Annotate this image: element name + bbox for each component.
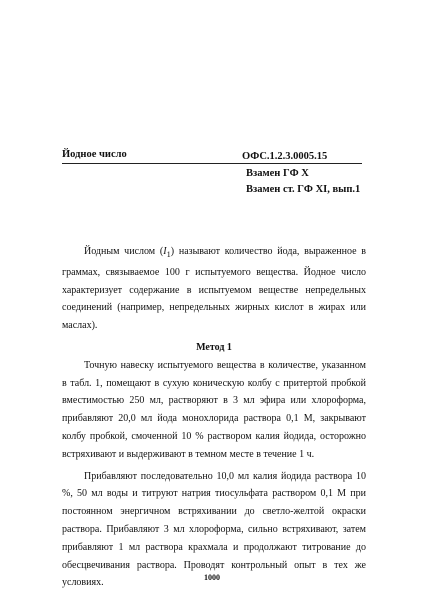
method-heading: Метод 1 [196, 341, 232, 353]
method-paragraph-1: Точную навеску испытуемого вещества в количестве, указанном в табл. 1, помещают в сухую коническую колбу с притертой пробкой вместимостью 250 мл, растворяют в 3 мл эфира или хлороформа, прибавляют 20,0 мл йода монохлорида раствора 0,1 М, закрывают колбу пробкой, смоченной 10 % раствором калия йодида, осторожно встряхивают и выдерживают в темном месте в течение 1 ч. [62, 359, 366, 460]
article-title: Йодное число [62, 149, 127, 160]
header-rule [62, 163, 362, 164]
article-code: ОФС.1.2.3.0005.15 [242, 151, 328, 162]
article-meta [242, 149, 360, 199]
iodine-symbol: I [163, 246, 167, 257]
method-paragraph-2: Прибавляют последовательно 10,0 мл калия йодида раствора 10 %, 50 мл воды и титруют натрия тиосульфата раствором 0,1 М при постоянном энергичном встряхивании до светло-желтой окраски раствора. Прибавляют 3 мл хлороформа, сильно встряхивают, затем прибавляют 1 мл раствора крахмала и продолжают титрование до обесцвечивания раствора. Проводят контрольный опыт в тех же условиях. [62, 470, 366, 589]
replaces-line-1: Взамен ГФ X [246, 167, 309, 179]
iodine-subscript: 1 [166, 250, 171, 259]
intro-lead: Йодным числом ( [84, 246, 164, 257]
intro-rest: ) называют количество йода, выраженное в граммах, связываемое 100 г испытуемого вещества. Йодное число характеризует содержание в испытуемом веществе непредельных соединений (например, непредельных жирных кислот в жирах или маслах). [62, 246, 367, 332]
page-number: 1000 [204, 573, 220, 582]
article-body [62, 243, 366, 592]
intro-paragraph [62, 243, 366, 335]
replaces-line-2: Взамен ст. ГФ XI, вып.1 [246, 184, 361, 195]
